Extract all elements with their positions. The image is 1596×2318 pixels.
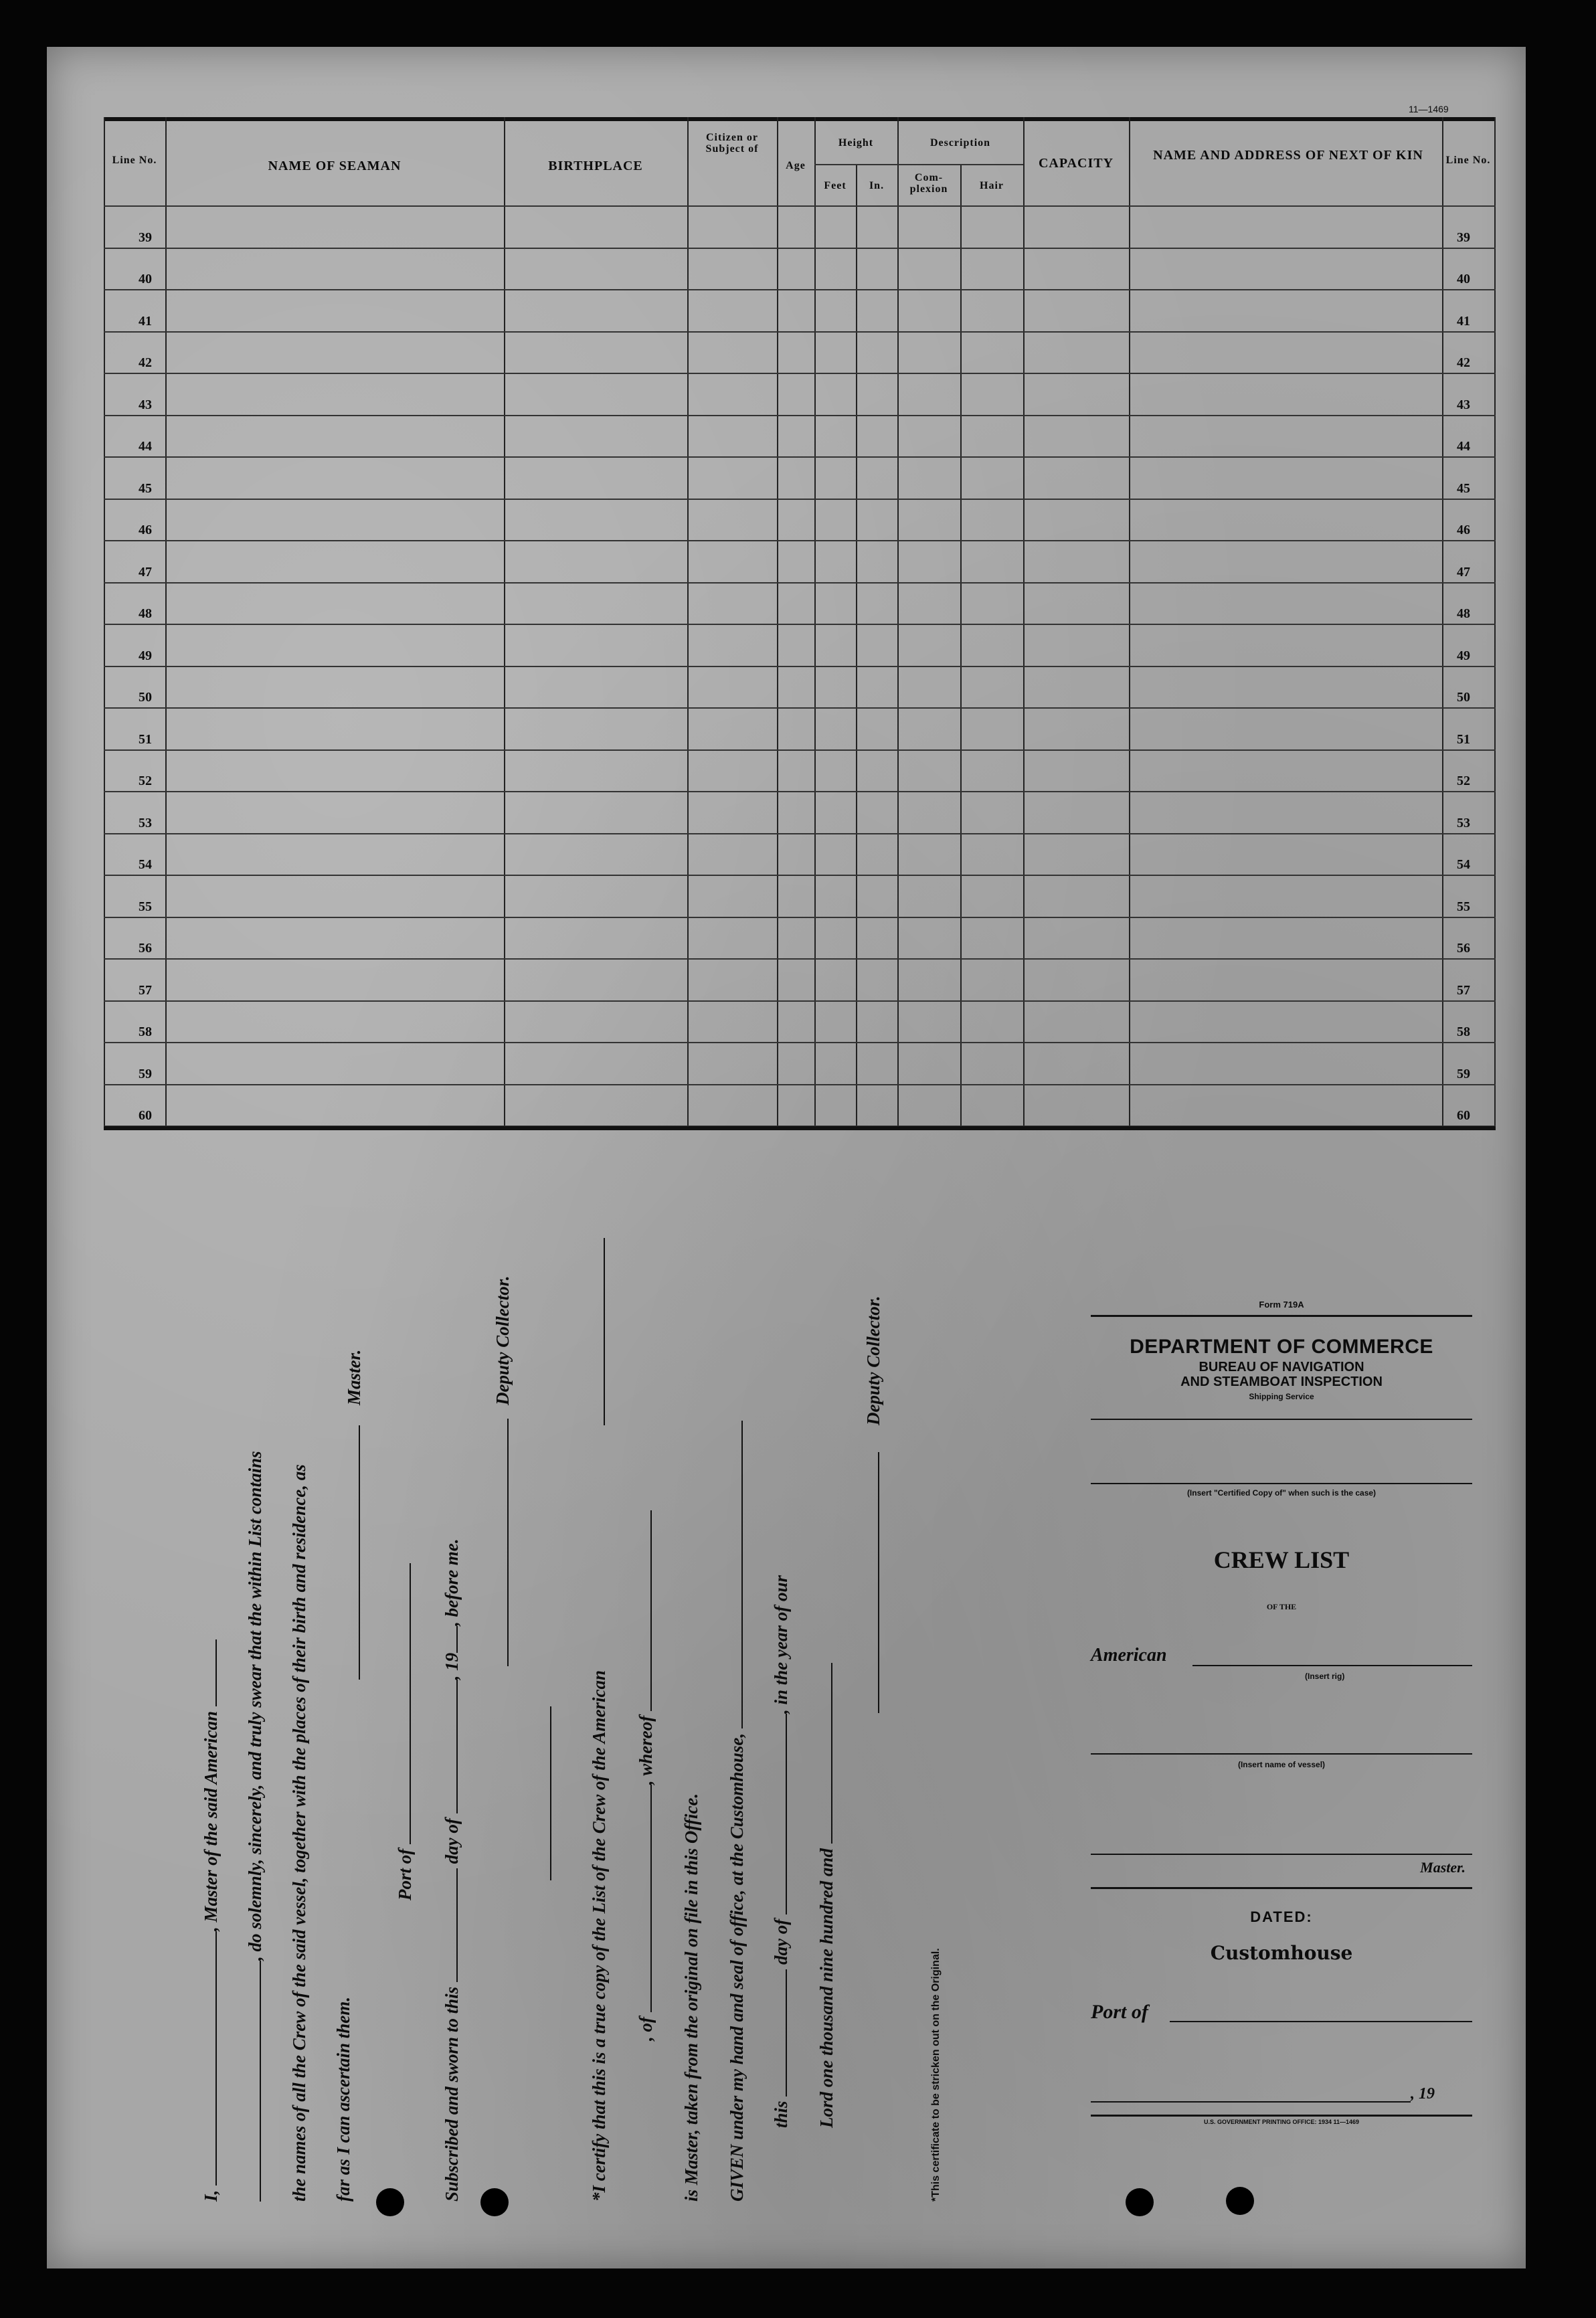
bureau-line-1: BUREAU OF NAVIGATION <box>1199 1360 1364 1374</box>
row-number-right: 45 <box>1457 480 1470 496</box>
row-number-right: 49 <box>1457 648 1470 663</box>
row-number-right: 48 <box>1457 606 1470 621</box>
row-number-left: 40 <box>139 272 152 286</box>
table-row[interactable] <box>104 289 1494 331</box>
header-line-no-right: Line No. <box>1445 155 1491 166</box>
row-number-left: 42 <box>139 355 152 370</box>
subscribed-month-blank[interactable] <box>442 1680 458 1813</box>
deputy-collector-label-2: Deputy Collector. <box>863 1296 883 1425</box>
before-me-label: , before me. <box>442 1538 462 1626</box>
endorsement-panel <box>1091 1298 1472 2148</box>
table-row[interactable] <box>104 456 1494 499</box>
subheader-rule <box>814 164 1023 165</box>
port-of-label: Port of <box>395 1848 415 1900</box>
row-number-left: 43 <box>139 397 152 412</box>
printer-imprint: U.S. GOVERNMENT PRINTING OFFICE: 1934 11—1469 <box>1203 2119 1360 2125</box>
master-label: Master. <box>344 1349 364 1405</box>
header-next-of-kin: NAME AND ADDRESS OF NEXT OF KIN <box>1153 148 1423 163</box>
certified-vessel-blank[interactable] <box>589 1238 605 1425</box>
oath-ascertain: far as I can ascertain them. <box>333 1996 353 2202</box>
year-19-label: , 19 <box>442 1652 462 1680</box>
table-row[interactable] <box>104 624 1494 666</box>
row-number-right: 51 <box>1457 731 1470 747</box>
header-line-no: Line No. <box>112 155 157 166</box>
table-bottom-rule <box>104 1126 1496 1130</box>
table-row[interactable] <box>104 707 1494 749</box>
table-row[interactable] <box>104 499 1494 541</box>
header-hair: Hair <box>980 180 1004 191</box>
panel-top-rule <box>1091 1315 1472 1317</box>
row-number-right: 56 <box>1457 941 1470 956</box>
row-number-right: 54 <box>1457 857 1470 872</box>
table-row[interactable] <box>104 666 1494 708</box>
table-row[interactable] <box>104 833 1494 875</box>
insert-certified-note: (Insert "Certified Copy of" when such is the case) <box>1186 1488 1377 1498</box>
oath-names-line: the names of all the Crew of the said vessel, together with the places of their birth and residence, as <box>289 1464 309 2202</box>
panel-bottom-rule <box>1091 2115 1472 2117</box>
row-number-left: 58 <box>139 1024 152 1039</box>
table-row[interactable] <box>104 958 1494 1000</box>
dated-label: DATED: <box>1250 1908 1313 1925</box>
certify-port-blank[interactable] <box>636 1785 652 2012</box>
row-number-left: 57 <box>139 982 152 998</box>
customhouse-label: Customhouse <box>1210 1942 1353 1964</box>
given-year-blank[interactable] <box>816 1663 832 1844</box>
port-blank[interactable] <box>395 1563 411 1844</box>
port-of-label-panel: Port of <box>1091 2001 1148 2023</box>
deputy-collector-label-1: Deputy Collector. <box>493 1275 513 1405</box>
lord-label: Lord one thousand nine hundred and <box>816 1848 836 2128</box>
table-row[interactable] <box>104 205 1494 248</box>
subscribed-day-blank[interactable] <box>442 1868 458 1982</box>
certify-line: *I certify that this is a true copy of the List of the Crew of the American <box>589 1670 609 2202</box>
row-number-left: 50 <box>139 690 152 705</box>
whereof-blank[interactable] <box>636 1510 652 1711</box>
row-number-right: 55 <box>1457 899 1470 914</box>
panel-rule <box>1091 1419 1472 1420</box>
punch-hole <box>1126 2188 1154 2216</box>
header-citizen: Citizen or Subject of <box>705 132 759 155</box>
master-blank-panel[interactable] <box>1091 1854 1472 1855</box>
subscribed-year-blank[interactable] <box>442 1626 458 1653</box>
master-label-panel: Master. <box>1420 1859 1466 1876</box>
header-name-of-seaman: NAME OF SEAMAN <box>268 159 402 173</box>
row-number-left: 48 <box>139 606 152 621</box>
certified-copy-blank[interactable] <box>1091 1483 1472 1484</box>
table-row[interactable] <box>104 248 1494 290</box>
seal-line <box>535 1706 551 1880</box>
vessel-name-blank-2[interactable] <box>245 1961 261 2202</box>
row-number-left: 44 <box>139 439 152 454</box>
given-day-blank[interactable] <box>771 1969 787 2097</box>
row-number-right: 43 <box>1457 397 1470 412</box>
row-number-left: 59 <box>139 1066 152 1081</box>
crew-table <box>104 117 1496 1134</box>
certify-of-label: , of <box>636 2017 656 2041</box>
form-code-top: 11—1469 <box>1409 104 1449 114</box>
day-of-label-2: day of <box>771 1919 791 1965</box>
american-label: American <box>1091 1645 1167 1666</box>
row-number-right: 57 <box>1457 982 1470 998</box>
date-blank-panel[interactable] <box>1091 2101 1411 2103</box>
day-of-label: day of <box>442 1818 462 1864</box>
master-signature-line[interactable] <box>344 1425 360 1680</box>
header-birthplace: BIRTHPLACE <box>548 159 643 173</box>
given-month-blank[interactable] <box>771 1714 787 1914</box>
table-row[interactable] <box>104 373 1494 415</box>
crew-list-title: CREW LIST <box>1213 1546 1350 1573</box>
row-number-left: 39 <box>139 230 152 245</box>
in-year-label: , in the year of our <box>771 1575 791 1714</box>
row-number-left: 60 <box>139 1108 152 1123</box>
table-row[interactable] <box>104 331 1494 373</box>
whereof-label: , whereof <box>636 1715 656 1785</box>
row-number-right: 58 <box>1457 1024 1470 1039</box>
row-number-left: 49 <box>139 648 152 663</box>
vessel-name-blank-panel[interactable] <box>1091 1753 1472 1755</box>
punch-hole <box>376 2188 404 2216</box>
insert-vessel-note: (Insert name of vessel) <box>1237 1760 1326 1769</box>
subscribed-label: Subscribed and sworn to this <box>442 1986 462 2202</box>
row-number-right: 41 <box>1457 313 1470 329</box>
year-19-panel: , 19 <box>1411 2085 1435 2103</box>
port-blank-panel[interactable] <box>1170 2021 1472 2022</box>
punch-hole <box>1226 2187 1254 2215</box>
row-number-left: 46 <box>139 523 152 537</box>
row-number-right: 60 <box>1457 1108 1470 1123</box>
vessel-name-blank[interactable] <box>201 1639 217 1706</box>
table-row[interactable] <box>104 875 1494 917</box>
row-number-left: 55 <box>139 899 152 914</box>
panel-thick-rule <box>1091 1887 1472 1889</box>
table-row[interactable] <box>104 582 1494 624</box>
oath-swear: , do solemnly, sincerely, and truly swear that the within List contains <box>245 1451 265 1961</box>
header-inches: In. <box>869 180 885 191</box>
row-number-right: 59 <box>1457 1066 1470 1081</box>
header-complexion: Com- plexion <box>909 172 948 195</box>
rig-blank[interactable] <box>1192 1665 1472 1666</box>
row-number-left: 51 <box>139 731 152 747</box>
row-number-right: 50 <box>1457 690 1470 705</box>
table-right-border <box>1494 117 1496 1129</box>
this-label: this <box>771 2101 791 2128</box>
row-number-right: 40 <box>1457 272 1470 286</box>
table-row[interactable] <box>104 749 1494 792</box>
punch-hole <box>480 2188 509 2216</box>
oath-master-of: , Master of the said American <box>201 1710 221 1931</box>
row-number-left: 53 <box>139 815 152 830</box>
table-row[interactable] <box>104 1042 1494 1084</box>
shipping-service: Shipping Service <box>1249 1392 1314 1401</box>
master-name-blank[interactable] <box>201 1931 217 2186</box>
row-number-right: 46 <box>1457 523 1470 537</box>
header-feet: Feet <box>824 180 847 191</box>
header-description: Description <box>929 137 991 149</box>
table-top-rule <box>104 117 1496 121</box>
given-place-blank[interactable] <box>727 1421 743 1728</box>
header-age: Age <box>786 160 806 171</box>
header-capacity: CAPACITY <box>1038 156 1114 171</box>
table-row[interactable] <box>104 917 1494 959</box>
table-row[interactable] <box>104 540 1494 582</box>
row-number-right: 44 <box>1457 439 1470 454</box>
deputy-collector-signature-2[interactable] <box>863 1452 879 1713</box>
department-title: DEPARTMENT OF COMMERCE <box>1130 1336 1433 1358</box>
header-height: Height <box>838 137 874 149</box>
certificate-footnote: *This certificate to be stricken out on the Original. <box>930 1948 942 2202</box>
form-number: Form 719A <box>1259 1300 1304 1310</box>
bureau-line-2: AND STEAMBOAT INSPECTION <box>1180 1374 1383 1389</box>
row-number-right: 52 <box>1457 774 1470 788</box>
row-number-right: 47 <box>1457 564 1470 580</box>
deputy-collector-signature-1[interactable] <box>493 1419 509 1666</box>
certify-master-line: is Master, taken from the original on file in this Office. <box>681 1793 701 2202</box>
table-row[interactable] <box>104 1084 1494 1126</box>
of-the-label: OF THE <box>1266 1602 1297 1611</box>
row-number-left: 54 <box>139 857 152 872</box>
row-number-right: 39 <box>1457 230 1470 245</box>
insert-rig-note: (Insert rig) <box>1305 1672 1345 1681</box>
table-row[interactable] <box>104 415 1494 457</box>
row-number-left: 41 <box>139 313 152 329</box>
row-number-right: 42 <box>1457 355 1470 370</box>
row-number-left: 45 <box>139 480 152 496</box>
table-row[interactable] <box>104 1000 1494 1043</box>
row-number-left: 56 <box>139 941 152 956</box>
row-number-left: 47 <box>139 564 152 580</box>
given-label: GIVEN under my hand and seal of office, at the Customhouse, <box>727 1732 747 2202</box>
oath-certificate <box>201 1191 1071 2202</box>
table-row[interactable] <box>104 791 1494 833</box>
row-number-right: 53 <box>1457 815 1470 830</box>
row-number-left: 52 <box>139 774 152 788</box>
oath-i: I, <box>201 2190 221 2202</box>
